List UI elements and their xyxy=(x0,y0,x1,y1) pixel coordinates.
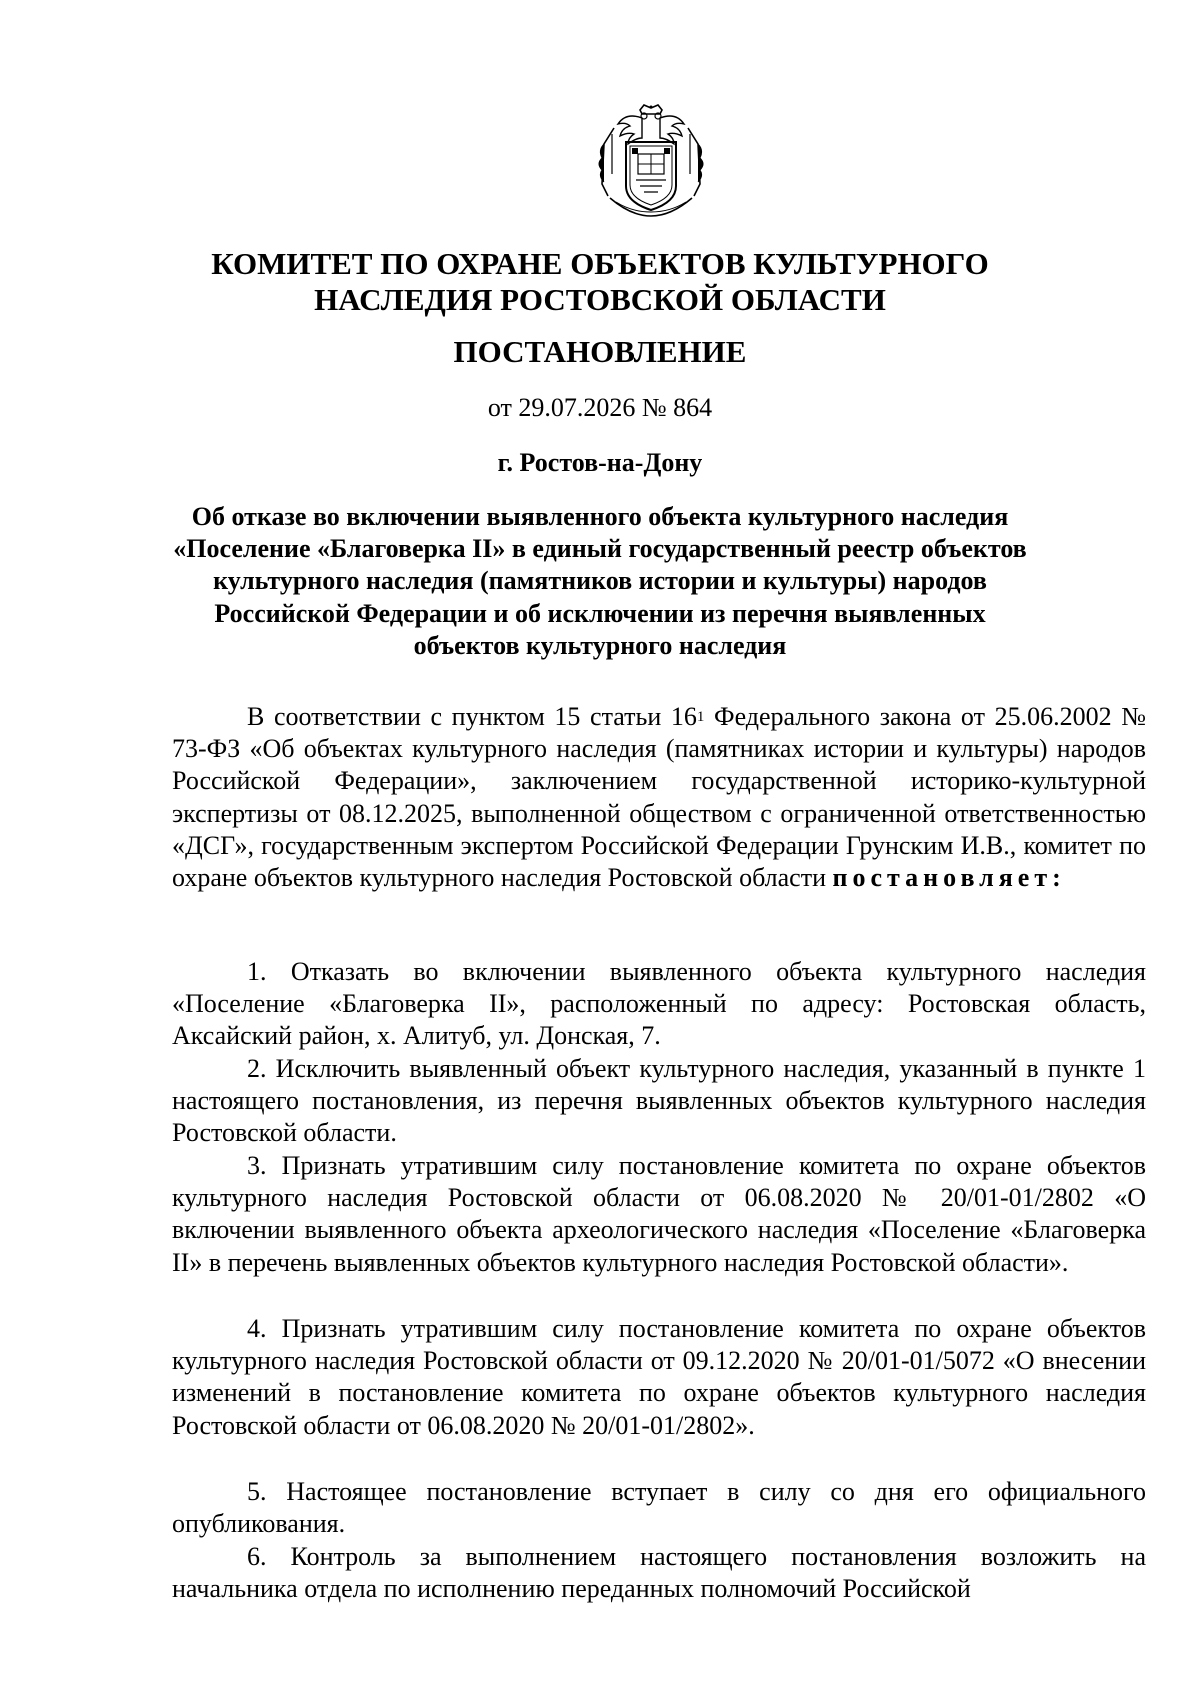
document-city: г. Ростов-на-Дону xyxy=(497,448,703,477)
decree-word: постановляет: xyxy=(832,863,1066,893)
decree-item-6: 6. Контроль за выполнением настоящего постановления возложить на начальника отдела по исполнению переданных полномочий Российской xyxy=(172,1542,1146,1604)
document-type: ПОСТАНОВЛЕНИЕ xyxy=(453,334,747,369)
decree-item-2: 2. Исключить выявленный объект культурного наследия, указанный в пункте 1 настоящего постановления, из перечня выявленных объектов культурного наследия Ростовской области. xyxy=(172,1054,1146,1148)
intro-paragraph xyxy=(172,701,1146,894)
intro-text-part1: В соответствии с пунктом 15 статьи 16 xyxy=(247,702,697,731)
decree-item-5: 5. Настоящее постановление вступает в силу со дня его официального опубликования. xyxy=(172,1477,1146,1539)
decree-item-4: 4. Признать утратившим силу постановление комитета по охране объектов культурного наследия Ростовской области от 09.12.2020 № 20/01-01/5072 «О внесении изменений в постановление комитета по охране объектов культурного наследия Ростовской области от 06.08.2020 № 20/01-01/2802». xyxy=(172,1314,1146,1440)
document-subject: Об отказе во включении выявленного объекта культурного наследия «Поселение «Благоверка II» в единый государственный реестр объектов культурного наследия (памятников истории и культуры) народов Российской Федерации и об исключении из перечня выявленных объектов культурного наследия xyxy=(173,502,1027,660)
rostov-oblast-coat-of-arms-icon xyxy=(596,104,706,220)
intro-superscript: 1 xyxy=(696,709,705,725)
decree-item-3: 3. Признать утратившим силу постановление комитета по охране объектов культурного наследия Ростовской области от 06.08.2020 № 20/01-01/2802 «О включении выявленного объекта археологического наследия «Поселение «Благоверка II» в перечень выявленных объектов культурного наследия Ростовской области». xyxy=(172,1151,1146,1277)
decree-item-1: 1. Отказать во включении выявленного объекта культурного наследия «Поселение «Благоверка II», расположенный по адресу: Ростовская область, Аксайский район, х. Алитуб, ул. Донская, 7. xyxy=(172,957,1146,1051)
intro-text-part2: Федерального закона от 25.06.2002 № 73-ФЗ «Об объектах культурного наследия (памятниках истории и культуры) народов Российской Федерации», заключением государственной историко-культурной экспертизы от 08.12.2025, выполненной обществом с ограниченной ответственностью «ДСГ», государственным экспертом Российской Федерации Грунским И.В., комитет по охране объектов культурного наследия Ростовской области xyxy=(172,702,1147,893)
organization-title: КОМИТЕТ ПО ОХРАНЕ ОБЪЕКТОВ КУЛЬТУРНОГО НАСЛЕДИЯ РОСТОВСКОЙ ОБЛАСТИ xyxy=(211,246,989,317)
document-date-number: от 29.07.2026 № 864 xyxy=(487,393,713,422)
